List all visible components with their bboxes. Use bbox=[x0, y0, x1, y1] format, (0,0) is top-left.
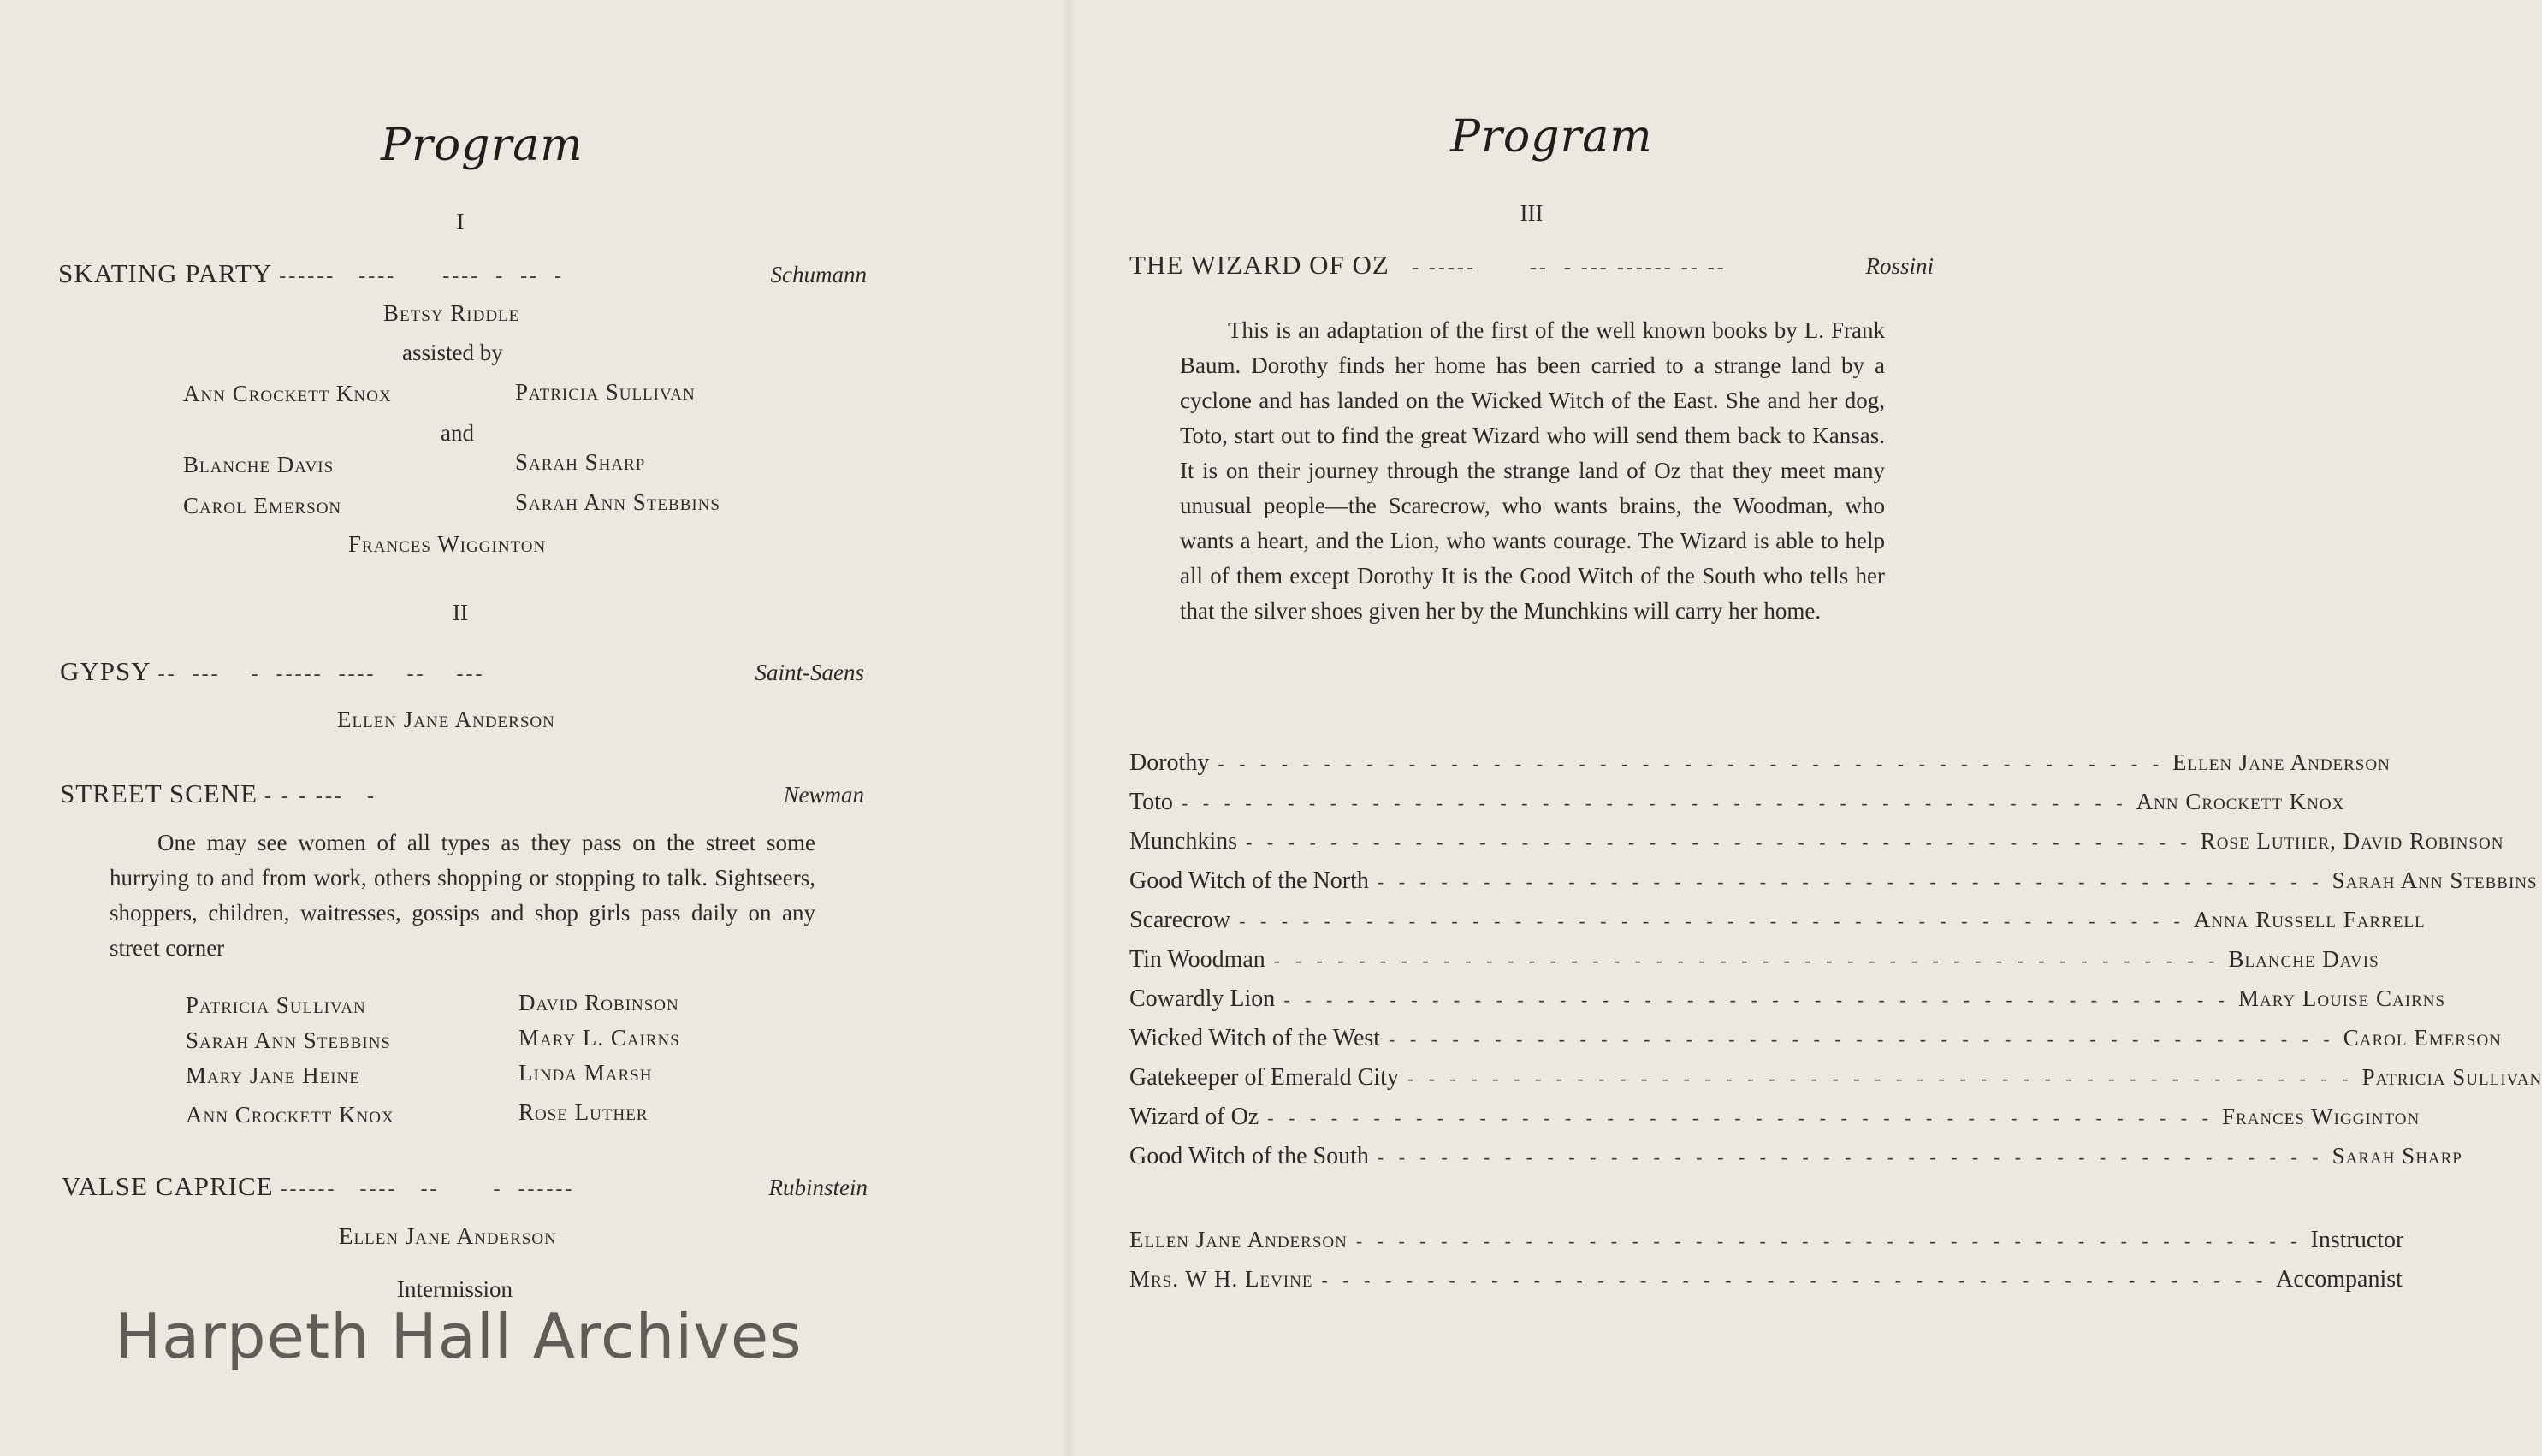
and-label: and bbox=[441, 420, 474, 446]
cast-actor: Mary Louise Cairns bbox=[2238, 985, 2446, 1011]
cast-row bbox=[1129, 985, 2446, 1020]
wizard-of-oz-line bbox=[1129, 250, 1934, 281]
cast-actor: Patricia Sullivan bbox=[2361, 1064, 2542, 1090]
dancer-name: Blanche Davis bbox=[183, 452, 335, 477]
left-page-heading: Program bbox=[381, 120, 584, 171]
cast-actor: Ann Crockett Knox bbox=[2136, 789, 2345, 814]
credit-role: Accompanist bbox=[2276, 1266, 2403, 1293]
dancer-name: David Robinson bbox=[518, 990, 679, 1015]
intermission-label: Intermission bbox=[397, 1276, 513, 1302]
composer: Saint-Saens bbox=[755, 660, 864, 685]
cast-row bbox=[1129, 828, 2504, 862]
cast-row bbox=[1129, 867, 2538, 902]
dancer-name: Patricia Sullivan bbox=[515, 379, 696, 405]
cast-role: Good Witch of the North bbox=[1129, 867, 1369, 894]
leader-dashes: - - - - - - - - - - - - - - - - - - - - - - - - - - - - - - - - - - - - - - - - - - - - - bbox=[1355, 1230, 2302, 1252]
leader-dashes: - - - --- - bbox=[264, 785, 376, 808]
leader-dashes: - - - - - - - - - - - - - - - - - - - - - - - - - - - - - - - - - - - - - - - - - - - - - bbox=[1389, 1028, 2335, 1050]
composer: Rossini bbox=[1865, 253, 1934, 279]
leader-dashes: -- --- - ----- ---- -- --- bbox=[157, 663, 485, 685]
performer-name: Ellen Jane Anderson bbox=[339, 1223, 557, 1249]
cast-actor: Sarah Sharp bbox=[2332, 1143, 2462, 1169]
wizard-of-oz-description: This is an adaptation of the first of the well known books by L. Frank Baum. Dorothy finds her home has been carried to a strange land by a cyclone and has landed on the Wicked Witch of the East. She and her dog, Toto, start out to find the great Wizard who will send them back to Kansas. It is on their journey through the strange land of Oz that they meet many unusual people—the Scarecrow, who wants brains, the Woodman, who wants a heart, and the Lion, who wants courage. The Wizard is able to help all of them except Dorothy It is the Good Witch of the South who tells her that the silver shoes given her by the Munchkins will carry her home. bbox=[1180, 317, 1885, 624]
cast-actor: Carol Emerson bbox=[2343, 1025, 2502, 1051]
cast-actor: Sarah Ann Stebbins bbox=[2332, 867, 2538, 893]
cast-role: Wicked Witch of the West bbox=[1129, 1025, 1381, 1051]
cast-role: Good Witch of the South bbox=[1129, 1143, 1369, 1169]
cast-role: Tin Woodman bbox=[1129, 946, 1265, 973]
composer: Newman bbox=[783, 782, 864, 808]
leader-dashes: - - - - - - - - - - - - - - - - - - - - - - - - - - - - - - - - - - - - - - - - - - - - - bbox=[1239, 910, 2185, 932]
cast-row bbox=[1129, 907, 2426, 941]
piece-title: THE WIZARD OF OZ bbox=[1129, 250, 1390, 280]
section-numeral-ii: II bbox=[453, 600, 468, 625]
right-page-heading: Program bbox=[1450, 111, 1653, 163]
leader-dashes: - - - - - - - - - - - - - - - - - - - - - - - - - - - - - - - - - - - - - - - - - - - - - bbox=[1273, 950, 2220, 971]
cast-row bbox=[1129, 1064, 2542, 1098]
cast-role: Munchkins bbox=[1129, 828, 1237, 855]
left-page bbox=[0, 0, 1061, 1456]
dancer-name: Rose Luther bbox=[518, 1099, 649, 1125]
dancer-name: Patricia Sullivan bbox=[186, 992, 366, 1018]
leader-dashes: - ----- -- - --- ------ -- -- bbox=[1395, 257, 1727, 279]
dancer-name: Linda Marsh bbox=[518, 1060, 653, 1086]
leader-dashes: - - - - - - - - - - - - - - - - - - - - - - - - - - - - - - - - - - - - - - - - - - - - - bbox=[1377, 1146, 2324, 1168]
right-page bbox=[1061, 0, 2542, 1456]
piece-title: STREET SCENE bbox=[60, 778, 258, 808]
piece-title: VALSE CAPRICE bbox=[62, 1171, 274, 1201]
leader-dashes: ------ ---- -- - ------ bbox=[280, 1178, 575, 1200]
leader-dashes: ------ ---- ---- - -- - bbox=[279, 265, 565, 287]
dancer-name: Sarah Ann Stebbins bbox=[186, 1027, 391, 1053]
dancer-name: Mary L. Cairns bbox=[518, 1025, 680, 1051]
leader-dashes: - - - - - - - - - - - - - - - - - - - - - - - - - - - - - - - - - - - - - - - - - - - - - bbox=[1377, 871, 2324, 892]
leader-dashes: - - - - - - - - - - - - - - - - - - - - - - - - - - - - - - - - - - - - - - - - - - - - - bbox=[1283, 989, 2230, 1010]
leader-dashes: - - - - - - - - - - - - - - - - - - - - - - - - - - - - - - - - - - - - - - - - - - - - - bbox=[1218, 753, 2165, 774]
cast-row bbox=[1129, 946, 2379, 980]
dancer-name: Ann Crockett Knox bbox=[183, 381, 392, 406]
cast-role: Scarecrow bbox=[1129, 907, 1231, 933]
composer: Rubinstein bbox=[768, 1175, 868, 1200]
credit-name: Mrs. W H. Levine bbox=[1129, 1266, 1313, 1292]
credit-role: Instructor bbox=[2310, 1227, 2404, 1253]
cast-actor: Blanche Davis bbox=[2228, 946, 2379, 972]
dancer-name: Frances Wigginton bbox=[348, 531, 547, 557]
cast-row bbox=[1129, 749, 2391, 784]
performer-name: Ellen Jane Anderson bbox=[337, 707, 555, 732]
assisted-by-label: assisted by bbox=[402, 340, 503, 365]
valse-caprice-line bbox=[62, 1171, 868, 1202]
dancer-name: Sarah Ann Stebbins bbox=[515, 489, 720, 515]
cast-actor: Frances Wigginton bbox=[2221, 1104, 2421, 1129]
leader-dashes: - - - - - - - - - - - - - - - - - - - - - - - - - - - - - - - - - - - - - - - - - - - - - bbox=[1407, 1068, 2354, 1089]
section-numeral-i: I bbox=[456, 209, 465, 234]
gypsy-line bbox=[60, 656, 864, 687]
cast-role: Toto bbox=[1129, 789, 1173, 815]
composer: Schumann bbox=[770, 262, 867, 287]
leader-dashes: - - - - - - - - - - - - - - - - - - - - - - - - - - - - - - - - - - - - - - - - - - - - - bbox=[1267, 1107, 2213, 1128]
leader-dashes: - - - - - - - - - - - - - - - - - - - - - - - - - - - - - - - - - - - - - - - - - - - - - bbox=[1181, 792, 2128, 814]
cast-role: Dorothy bbox=[1129, 749, 1210, 776]
piece-title: SKATING PARTY bbox=[58, 258, 273, 288]
leader-dashes: - - - - - - - - - - - - - - - - - - - - - - - - - - - - - - - - - - - - - - - - - - - - - bbox=[1321, 1270, 2268, 1291]
cast-actor: Rose Luther, David Robinson bbox=[2200, 828, 2504, 854]
dancer-name: Carol Emerson bbox=[183, 493, 342, 518]
dancer-name: Ann Crockett Knox bbox=[186, 1102, 394, 1128]
cast-role: Wizard of Oz bbox=[1129, 1104, 1259, 1130]
cast-role: Gatekeeper of Emerald City bbox=[1129, 1064, 1399, 1091]
cast-row bbox=[1129, 789, 2345, 823]
cast-row bbox=[1129, 1104, 2421, 1138]
dancer-name: Sarah Sharp bbox=[515, 449, 646, 475]
skating-party-line bbox=[58, 258, 867, 289]
cast-actor: Anna Russell Farrell bbox=[2193, 907, 2426, 932]
cast-actor: Ellen Jane Anderson bbox=[2172, 749, 2391, 775]
street-scene-line bbox=[60, 778, 864, 809]
archive-watermark: Harpeth Hall Archives bbox=[115, 1300, 803, 1372]
soloist-name: Betsy Riddle bbox=[383, 300, 520, 326]
cast-role: Cowardly Lion bbox=[1129, 985, 1276, 1012]
credit-name: Ellen Jane Anderson bbox=[1129, 1227, 1348, 1252]
credit-row bbox=[1129, 1266, 2403, 1300]
leader-dashes: - - - - - - - - - - - - - - - - - - - - - - - - - - - - - - - - - - - - - - - - - - - - - bbox=[1246, 832, 2192, 853]
cast-row bbox=[1129, 1025, 2502, 1059]
credit-row bbox=[1129, 1227, 2404, 1261]
street-scene-description: One may see women of all types as they pass on the street some hurrying to and from work, others shopping or stopping to talk. Sightseers, shoppers, children, waitresses, gossips and shop girls pass daily on any street corner bbox=[110, 830, 815, 961]
section-numeral-iii: III bbox=[1520, 200, 1544, 226]
cast-row bbox=[1129, 1143, 2462, 1177]
piece-title: GYPSY bbox=[60, 656, 151, 686]
dancer-name: Mary Jane Heine bbox=[186, 1062, 360, 1088]
